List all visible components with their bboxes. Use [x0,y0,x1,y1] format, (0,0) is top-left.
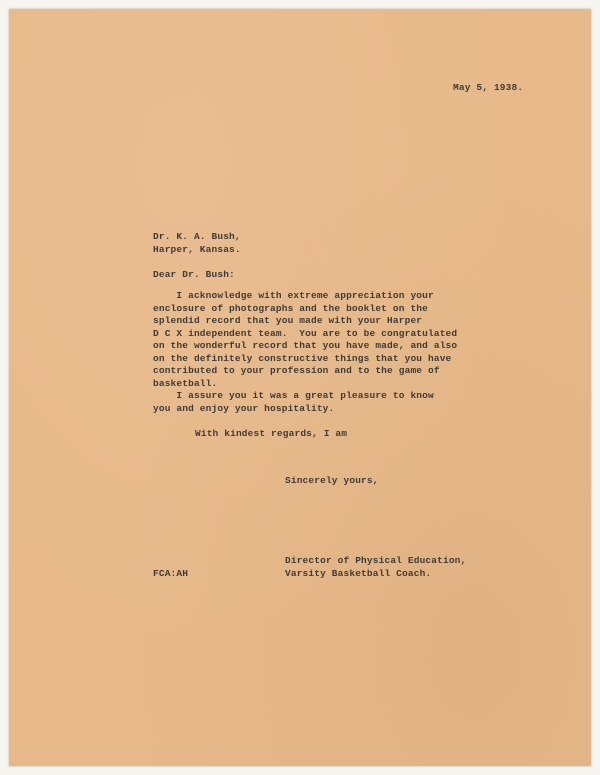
signature-title-2: Varsity Basketball Coach. [285,568,432,579]
closing-line: With kindest regards, I am [195,428,348,439]
recipient-location: Harper, Kansas. [153,244,241,255]
body-paragraph-2: I assure you it was a great pleasure to know you and enjoy your hospitality. [153,390,434,414]
signature-title-1: Director of Physical Education, [285,555,467,566]
reference-initials: FCA:AH [153,568,189,579]
letter-date: May 5, 1938. [453,82,524,93]
complimentary-close: Sincerely yours, [285,475,379,486]
salutation: Dear Dr. Bush: [153,269,235,280]
recipient-name: Dr. K. A. Bush, [153,231,241,242]
letter-page [9,9,591,766]
body-paragraph-1: I acknowledge with extreme appreciation your enclosure of photographs and the booklet on the splendid record that you made with your Harper D C X independent team. You are to be congratulated on the wonderful record that you have made, and also on the definitely constructive things that you have contributed to your profession and to the game of basketball. [153,290,458,389]
